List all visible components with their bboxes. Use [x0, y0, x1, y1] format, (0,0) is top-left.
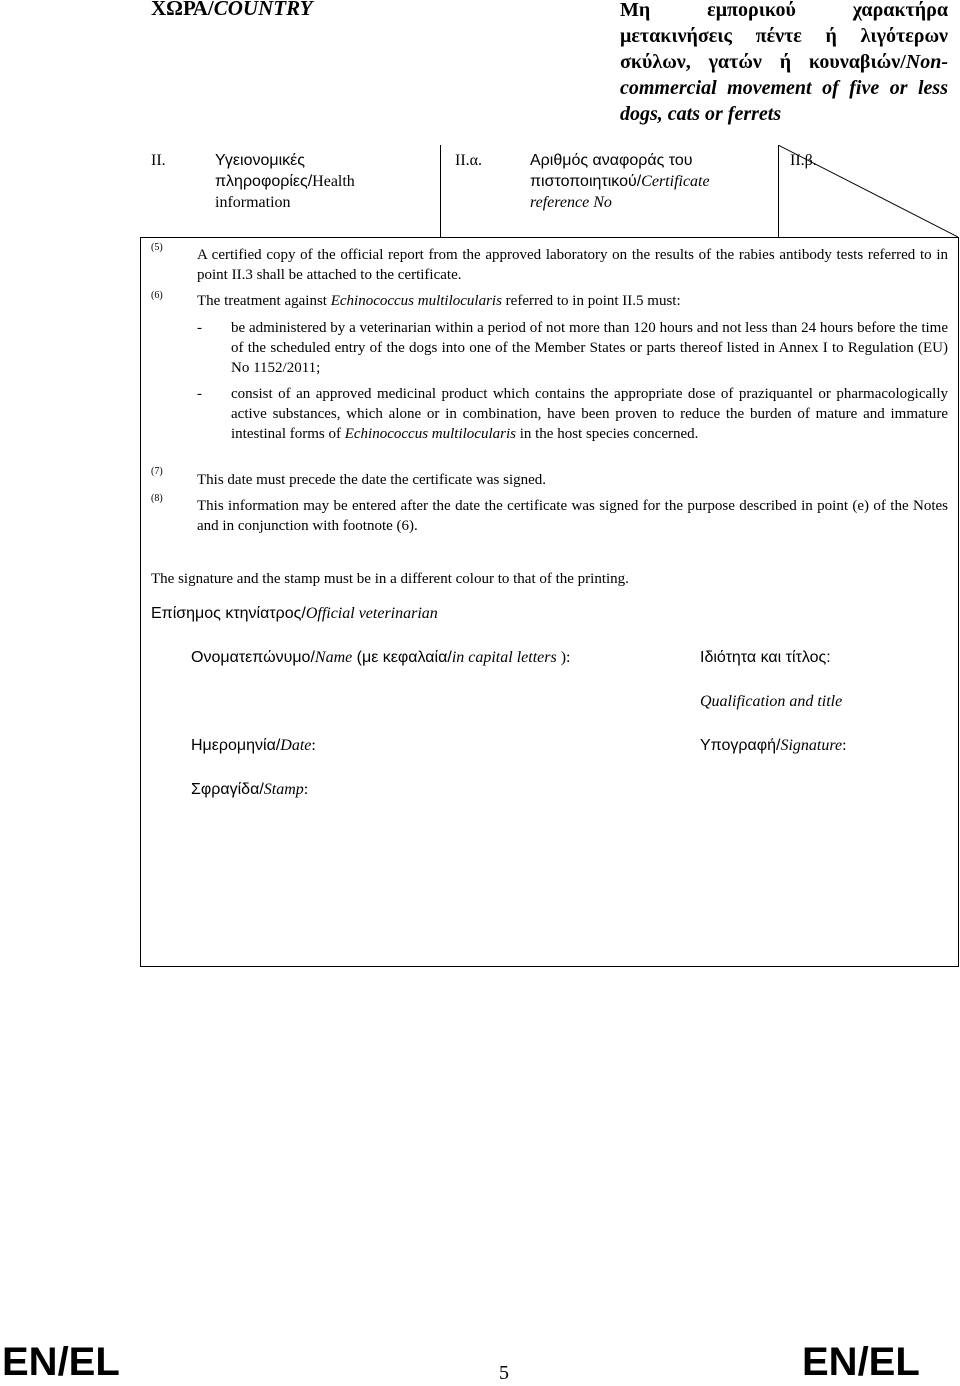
signature-english: Signature [780, 737, 843, 754]
subsection-a-number: II.α. [455, 152, 483, 169]
note-6-bullet-2-species: Echinococcus multilocularis [344, 426, 516, 442]
footnote-marker: (5) [151, 242, 163, 253]
section-label-english: Health information [215, 173, 355, 211]
page-number: 5 [499, 1362, 509, 1384]
signature-greek: Υπογραφή/ [700, 737, 781, 754]
bullet-dash: - [197, 386, 202, 402]
subsection-b-number: II.β. [790, 152, 817, 169]
reference-label-greek: Αριθμός αναφοράς του πιστοποιητικού/ [530, 152, 693, 190]
name-paren-close: ): [556, 649, 571, 666]
stamp-greek: Σφραγίδα/ [191, 781, 264, 798]
name-paren-greek: (με κεφαλαία/ [352, 649, 452, 666]
note-6-species: Echinococcus multilocularis [330, 293, 502, 309]
diagonal-line [778, 145, 958, 237]
official-veterinarian-label [151, 605, 438, 623]
footnote-marker: (7) [151, 466, 163, 477]
colon: : [311, 737, 316, 754]
note-7-text: This date must precede the date the certificate was signed. [197, 472, 547, 488]
certificate-title [620, 0, 948, 127]
date-greek: Ημερομηνία/ [191, 737, 281, 754]
name-field-label [191, 649, 570, 667]
footnote-marker: (6) [151, 290, 163, 301]
note-8-text: This information may be entered after the date the certificate was signed for the purpose described in point (e) of the Notes and in conjunction with footnote (6). [197, 498, 948, 534]
table-divider [440, 145, 441, 237]
section-label-greek: Υγειονομικές πληροφορίες/ [215, 152, 313, 190]
name-greek: Ονοματεπώνυμο/ [191, 649, 315, 666]
country-label-greek: ΧΩΡΑ/ [151, 0, 214, 20]
note-6-text [197, 291, 948, 311]
qualification-label-english: Qualification and title [700, 693, 843, 710]
title-english: Non-commercial movement of five or less dogs, cats or ferrets [620, 51, 948, 125]
certificate-reference-label [530, 150, 760, 213]
note-6-text-part: The treatment against [197, 293, 331, 309]
date-english: Date [280, 737, 312, 754]
qualification-label-greek [700, 649, 831, 667]
qualification-greek: Ιδιότητα και τίτλος: [700, 649, 831, 666]
note-6-text-part: referred to in point II.5 must: [501, 293, 681, 309]
footer-language-right: EN/EL [802, 1340, 920, 1384]
note-6-bullet-1: be administered by a veterinarian within a period of not more than 120 hours and not less than 24 hours before the time of the scheduled entry of the dogs into one of the Member States or parts thereof listed in Annex I to Regulation (EU) No 1152/2011; [231, 320, 948, 376]
footnote-marker: (8) [151, 493, 163, 504]
reference-label-english-2: reference No [530, 194, 612, 211]
country-label-english: COUNTRY [213, 0, 313, 20]
note-6-bullet-2-part: in the host species concerned. [515, 426, 699, 442]
note-6-bullet-2-part: consist of an approved medicinal product which contains the appropriate dose of praziquantel or pharmacologically active substances, which alone or in combination, have been proven to reduce the burden of mature and immature intestinal forms of [231, 386, 948, 442]
official-greek: Επίσημος κτηνίατρος/ [151, 605, 306, 622]
note-5-text: A certified copy of the official report from the approved laboratory on the results of the rabies antibody tests referred to in point II.3 shall be attached to the certificate. [197, 247, 948, 283]
title-greek: Μη εμπορικού χαρακτήρα μετακινήσεις πέντε ή λιγότερων σκύλων, γατών ή κουναβιών/ [620, 0, 948, 73]
section-label [215, 150, 405, 213]
reference-label-english: Certificate [641, 173, 710, 190]
section-number: II. [151, 152, 166, 169]
country-field-label [151, 0, 313, 21]
name-paren-english: in capital letters [451, 649, 557, 666]
date-field-label [191, 737, 316, 755]
stamp-english: Stamp [263, 781, 304, 798]
bullet-dash: - [197, 320, 202, 336]
signature-field-label [700, 737, 847, 755]
colon: : [303, 781, 309, 798]
note-6-bullet-2 [231, 384, 948, 444]
colon: : [842, 737, 847, 754]
name-english: Name [314, 649, 353, 666]
signature-colour-note: The signature and the stamp must be in a different colour to that of the printing. [151, 571, 629, 587]
footer-language-left: EN/EL [2, 1340, 120, 1384]
official-english: Official veterinarian [305, 605, 438, 622]
stamp-field-label [191, 781, 308, 799]
